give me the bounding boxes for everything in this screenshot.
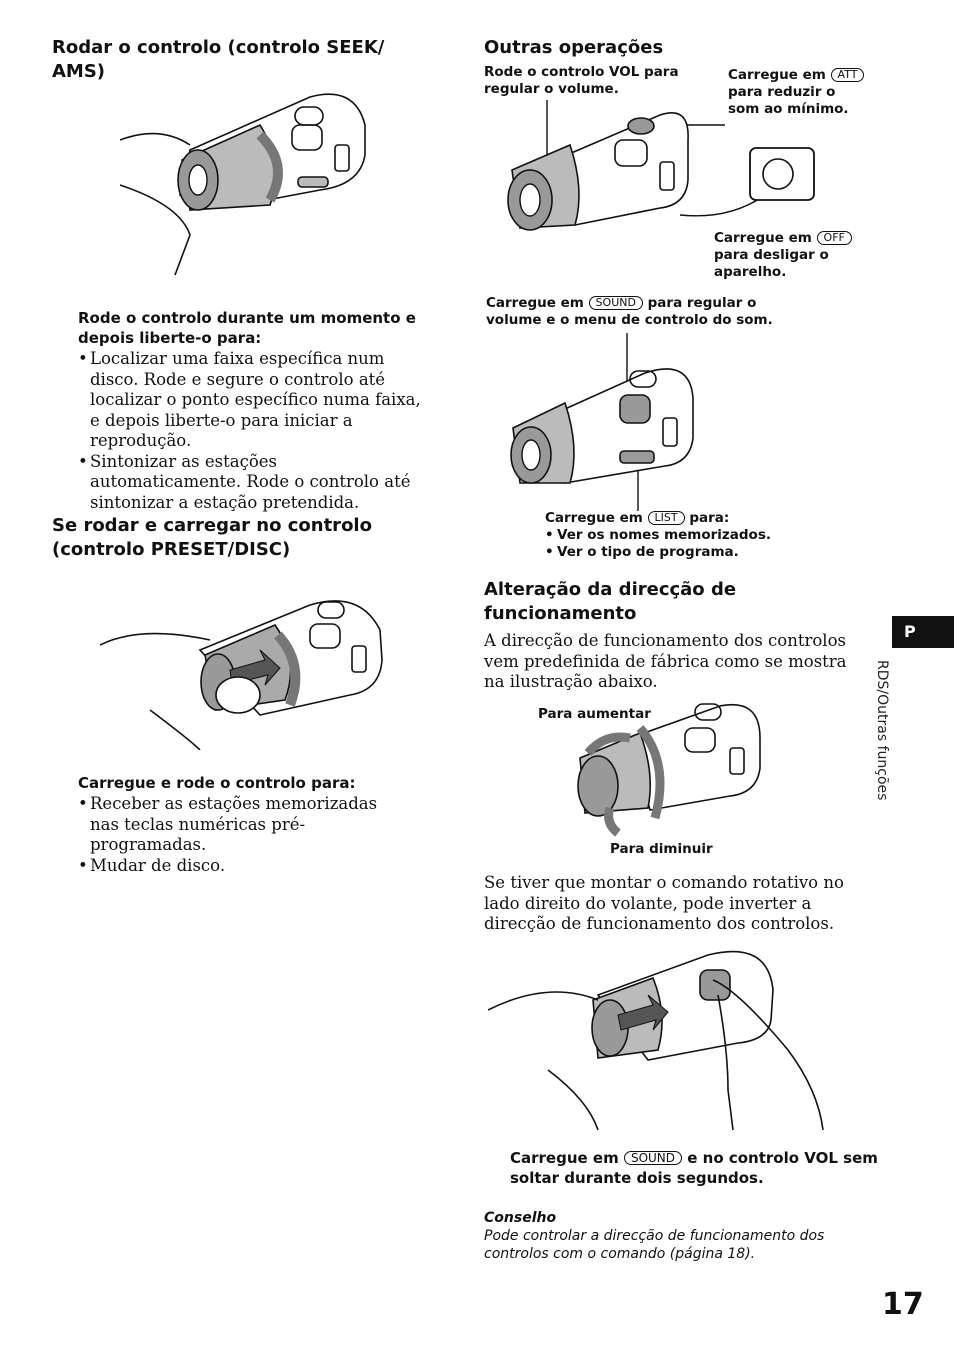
section-title-other-operations: Outras operações — [484, 37, 664, 58]
section-title-direction: Alteração da direcção de funcionamento — [484, 579, 737, 624]
preset-disc-illustration — [100, 590, 390, 750]
sound-list-illustration — [505, 333, 700, 513]
section-side-label: RDS/Outras funções — [874, 660, 890, 801]
off-key: OFF — [817, 231, 852, 245]
sec1-bullet-list — [78, 349, 428, 513]
seek-ams-illustration — [120, 85, 380, 280]
sec1-lead: Rode o controlo durante um momento e depois liberte-o para: — [78, 309, 416, 347]
off-callout: Carregue em OFF para desligar o aparelho. — [714, 230, 889, 281]
list-item: • Ver o tipo de programa. — [545, 544, 805, 561]
section-title-preset-disc: Se rodar e carregar no controlo (controlo PRESET/DISC) — [52, 515, 372, 560]
chapter-tab: P — [892, 616, 954, 648]
reverse-step: Carregue em SOUND e no controlo VOL sem soltar durante dois segundos. — [510, 1149, 878, 1187]
direction-illustration — [570, 698, 765, 838]
reverse-direction-illustration — [488, 940, 858, 1130]
down-label: Para diminuir — [610, 841, 713, 857]
list-item: • Ver os nomes memorizados. — [545, 527, 805, 544]
att-callout: Carregue em ATT para reduzir o som ao mínimo. — [728, 67, 868, 118]
list-item: • Localizar uma faixa específica num disco. Rode e segure o controlo até localizar o ponto específico numa faixa, e depois liberte-o para iniciar a reprodução. — [78, 349, 428, 452]
list-key: LIST — [648, 511, 685, 525]
list-callout: Carregue em LIST para: • Ver os nomes memorizados. • Ver o tipo de programa. — [545, 510, 805, 561]
sound-callout: Carregue em SOUND para regular o volume e o menu de controlo do som. — [486, 295, 773, 328]
sound-key: SOUND — [624, 1151, 682, 1165]
tip-title: Conselho — [484, 1210, 557, 1226]
sec2-lead: Carregue e rode o controlo para: — [78, 774, 356, 792]
direction-paragraph-2: Se tiver que montar o comando rotativo no lado direito do volante, pode inverter a direcção de funcionamento dos controlos. — [484, 873, 844, 933]
tip-box — [484, 1209, 864, 1263]
list-item: • Receber as estações memorizadas nas teclas numéricas pré-programadas. — [78, 794, 408, 856]
list-item: • Mudar de disco. — [78, 856, 408, 877]
sound-key: SOUND — [589, 296, 643, 310]
sec2-bullet-list — [78, 794, 408, 876]
vol-callout: Rode o controlo VOL para regular o volume. — [484, 64, 679, 97]
tip-text: Pode controlar a direcção de funcionamento dos controlos com o comando (página 18). — [484, 1228, 825, 1262]
up-label: Para aumentar — [538, 706, 651, 722]
page-number: 17 — [882, 1287, 924, 1322]
direction-paragraph-1: A direcção de funcionamento dos controlos vem predefinida de fábrica como se mostra na ilustração abaixo. — [484, 631, 847, 691]
att-key: ATT — [831, 68, 865, 82]
vol-att-off-illustration — [500, 100, 830, 245]
list-item: • Sintonizar as estações automaticamente. Rode o controlo até sintonizar a estação pretendida. — [78, 452, 428, 514]
section-title-seek-ams: Rodar o controlo (controlo SEEK/ AMS) — [52, 37, 385, 82]
